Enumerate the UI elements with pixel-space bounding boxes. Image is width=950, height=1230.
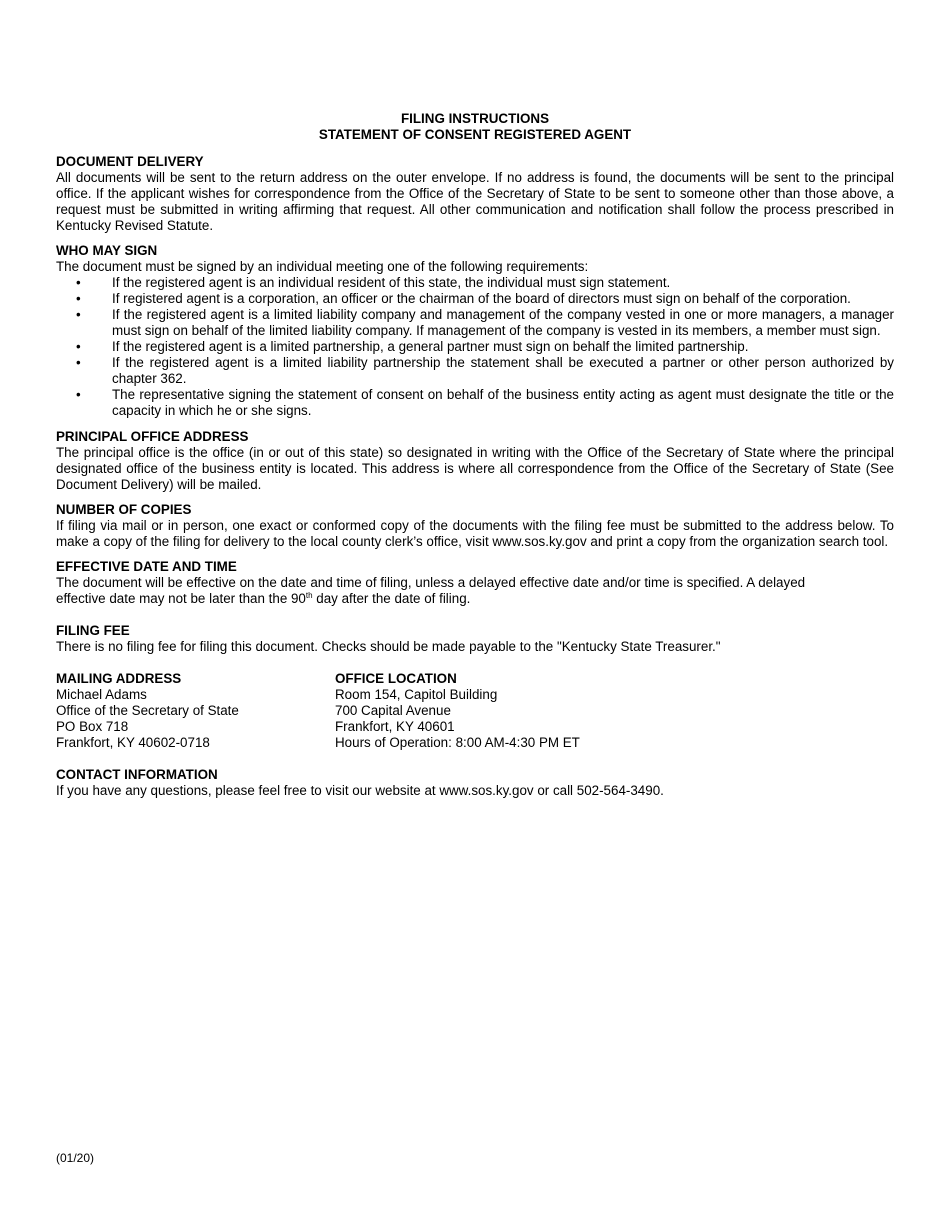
address-line: Room 154, Capitol Building [335,687,498,702]
title-line-2: STATEMENT OF CONSENT REGISTERED AGENT [318,127,632,142]
section-number-of-copies [56,502,894,550]
section-text [56,575,856,607]
section-contact-information [56,767,894,799]
bullet-icon: • [76,355,81,370]
section-heading: CONTACT INFORMATION [56,767,218,782]
list-item [56,387,894,419]
list-item-text: If the registered agent is a limited liability company and management of the company vested in one or more managers, a manager must sign on behalf of the limited liability company. If management of the company is vested in its members, a member must sign. [112,307,894,338]
section-who-may-sign [56,243,894,419]
bullet-icon: • [76,339,81,354]
address-line: 700 Capital Avenue [335,703,451,718]
document-title [56,111,894,143]
section-heading: NUMBER OF COPIES [56,502,192,517]
section-heading: MAILING ADDRESS [56,671,182,686]
section-effective-date [56,559,894,607]
list-item-text: If the registered agent is an individual resident of this state, the individual must sign statement. [112,275,671,290]
office-hours: Hours of Operation: 8:00 AM-4:30 PM ET [335,735,580,750]
address-line: Michael Adams [56,687,147,702]
bullet-icon: • [76,307,81,322]
section-text: If you have any questions, please feel free to visit our website at www.sos.ky.gov or call 502-564-3490. [56,783,664,798]
section-document-delivery [56,154,894,234]
effective-text-after: day after the date of filing. [312,591,471,606]
list-item [56,339,894,355]
section-heading: DOCUMENT DELIVERY [56,154,204,169]
list-item [56,291,894,307]
address-line: Frankfort, KY 40602-0718 [56,735,210,750]
bullet-icon: • [76,387,81,402]
section-text: There is no filing fee for filing this document. Checks should be made payable to the "Kentucky State Treasurer." [56,639,721,654]
section-heading: EFFECTIVE DATE AND TIME [56,559,237,574]
section-filing-fee [56,623,894,655]
requirements-list [56,275,894,419]
address-block [56,671,894,751]
mailing-address [56,671,335,751]
section-heading: WHO MAY SIGN [56,243,158,258]
bullet-icon: • [76,275,81,290]
list-item [56,275,894,291]
section-principal-office [56,429,894,493]
ordinal-superscript: th [305,591,313,600]
address-line: Frankfort, KY 40601 [335,719,455,734]
section-intro: The document must be signed by an individual meeting one of the following requirements: [56,259,589,274]
section-heading: OFFICE LOCATION [335,671,457,686]
revision-code: (01/20) [56,1151,95,1165]
list-item-text: If the registered agent is a limited partnership, a general partner must sign on behalf the limited partnership. [112,339,749,354]
section-text: The principal office is the office (in or out of this state) so designated in writing with the Office of the Secretary of State where the principal designated office of the business entity is located. This address is where all correspondence from the Office of the Secretary of State (See Document Delivery) will be mailed. [56,445,894,492]
title-line-1: FILING INSTRUCTIONS [400,111,550,126]
address-line: PO Box 718 [56,719,129,734]
section-text: If filing via mail or in person, one exact or conformed copy of the documents with the filing fee must be submitted to the address below. To make a copy of the filing for delivery to the local county clerk’s office, visit www.sos.ky.gov and print a copy from the organization search tool. [56,518,894,549]
effective-text-before: The document will be effective on the date and time of filing, unless a delayed effective date and/or time is specified. A delayed effective date may not be later than the 90 [56,575,806,606]
section-text: All documents will be sent to the return address on the outer envelope. If no address is found, the documents will be sent to the principal office. If the applicant wishes for correspondence from the Office of the Secretary of State to be sent to someone other than those above, a request must be submitted in writing affirming that request. All other communication and notification shall follow the process prescribed in Kentucky Revised Statute. [56,170,894,233]
list-item [56,355,894,387]
list-item [56,307,894,339]
instructions-page [56,111,894,799]
address-line: Office of the Secretary of State [56,703,239,718]
list-item-text: The representative signing the statement of consent on behalf of the business entity acting as agent must designate the title or the capacity in which he or she signs. [112,387,894,418]
section-heading: FILING FEE [56,623,130,638]
office-location [335,671,735,751]
list-item-text: If registered agent is a corporation, an officer or the chairman of the board of directors must sign on behalf of the corporation. [112,291,851,306]
list-item-text: If the registered agent is a limited liability partnership the statement shall be executed a partner or other person authorized by chapter 362. [112,355,894,386]
bullet-icon: • [76,291,81,306]
section-heading: PRINCIPAL OFFICE ADDRESS [56,429,249,444]
